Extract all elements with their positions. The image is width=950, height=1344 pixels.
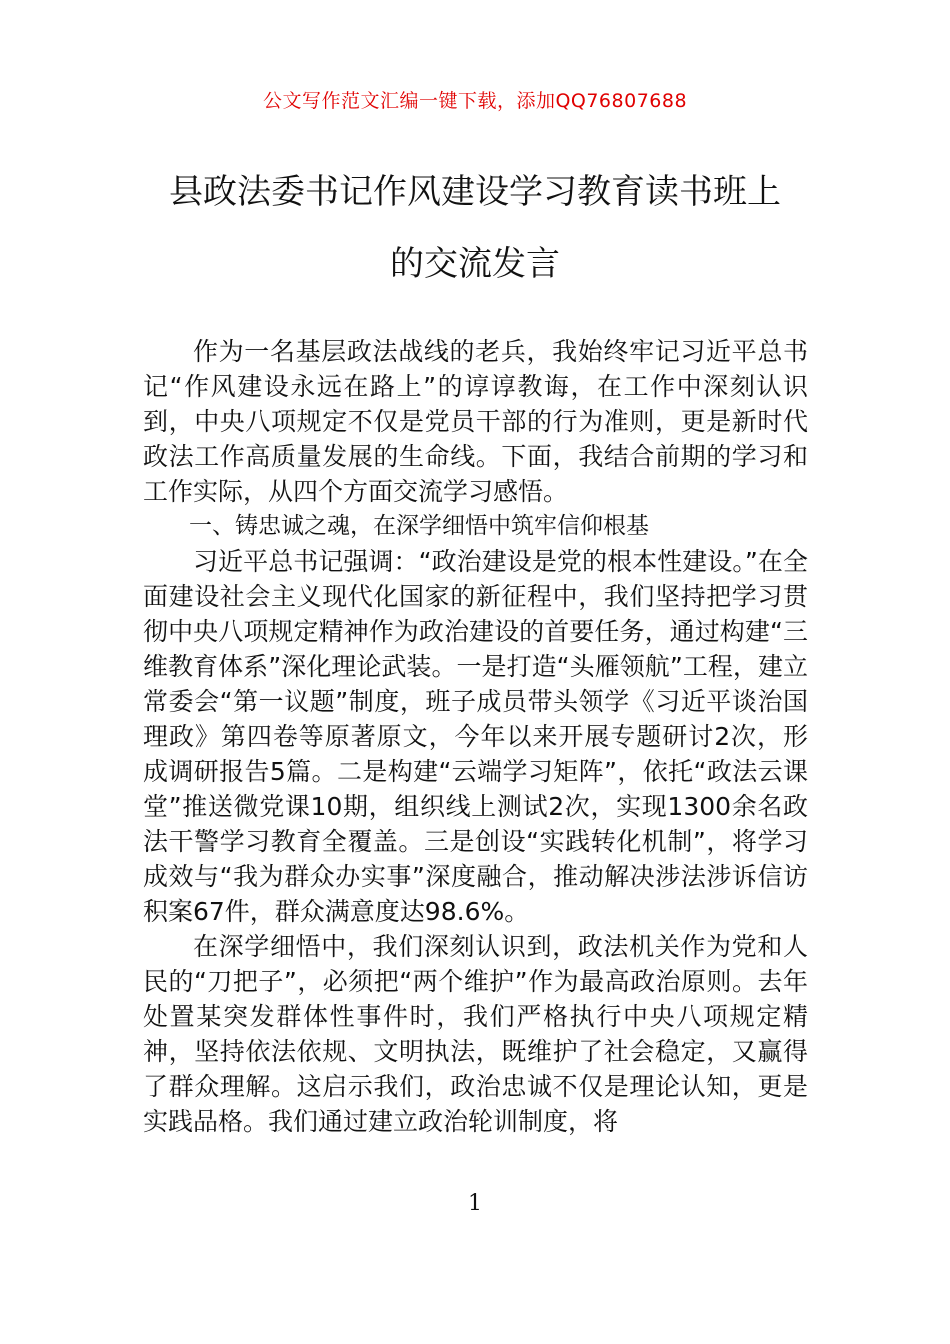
body-paragraph: 习近平总书记强调：“政治建设是党的根本性建设。”在全面建设社会主义现代化国家的新征程中，我们坚持把学习贯彻中央八项规定精神作为政治建设的首要任务，通过构建“三维教育体系”深化理论武装。一是打造“头雁领航”工程，建立常委会“第一议题”制度，班子成员带头领学《习近平谈治国理政》第四卷等原著原文，今年以来开展专题研讨2次，形成调研报告5篇。二是构建“云端学习矩阵”，依托“政法云课堂”推送微党课10期，组织线上测试2次，实现1300余名政法干警学习教育全覆盖。三是创设“实践转化机制”，将学习成效与“我为群众办实事”深度融合，推动解决涉法涉诉信访积案67件，群众满意度达98.6%。 <box>143 547 808 926</box>
intro-paragraph: 作为一名基层政法战线的老兵，我始终牢记习近平总书记“作风建设永远在路上”的谆谆教诲，在工作中深刻认识到，中央八项规定不仅是党员干部的行为准则，更是新时代政法工作高质量发展的生命线。下面，我结合前期的学习和工作实际，从四个方面交流学习感悟。 <box>143 337 808 506</box>
page-number: 1 <box>468 1191 482 1216</box>
document-title-line-1: 县政法委书记作风建设学习教育读书班上 <box>169 172 781 212</box>
document-title-line-2: 的交流发言 <box>390 244 560 284</box>
document-body <box>143 334 808 1139</box>
header-download-note: 公文写作范文汇编一键下载，添加QQ76807688 <box>262 90 688 112</box>
body-paragraph: 在深学细悟中，我们深刻认识到，政法机关作为党和人民的“刀把子”，必须把“两个维护”作为最高政治原则。去年处置某突发群体性事件时，我们严格执行中央八项规定精神，坚持依法依规、文明执法，既维护了社会稳定，又赢得了群众理解。这启示我们，政治忠诚不仅是理论认知，更是实践品格。我们通过建立政治轮训制度，将 <box>143 932 808 1136</box>
section-heading-1: 一、铸忠诚之魂，在深学细悟中筑牢信仰根基 <box>189 513 649 539</box>
